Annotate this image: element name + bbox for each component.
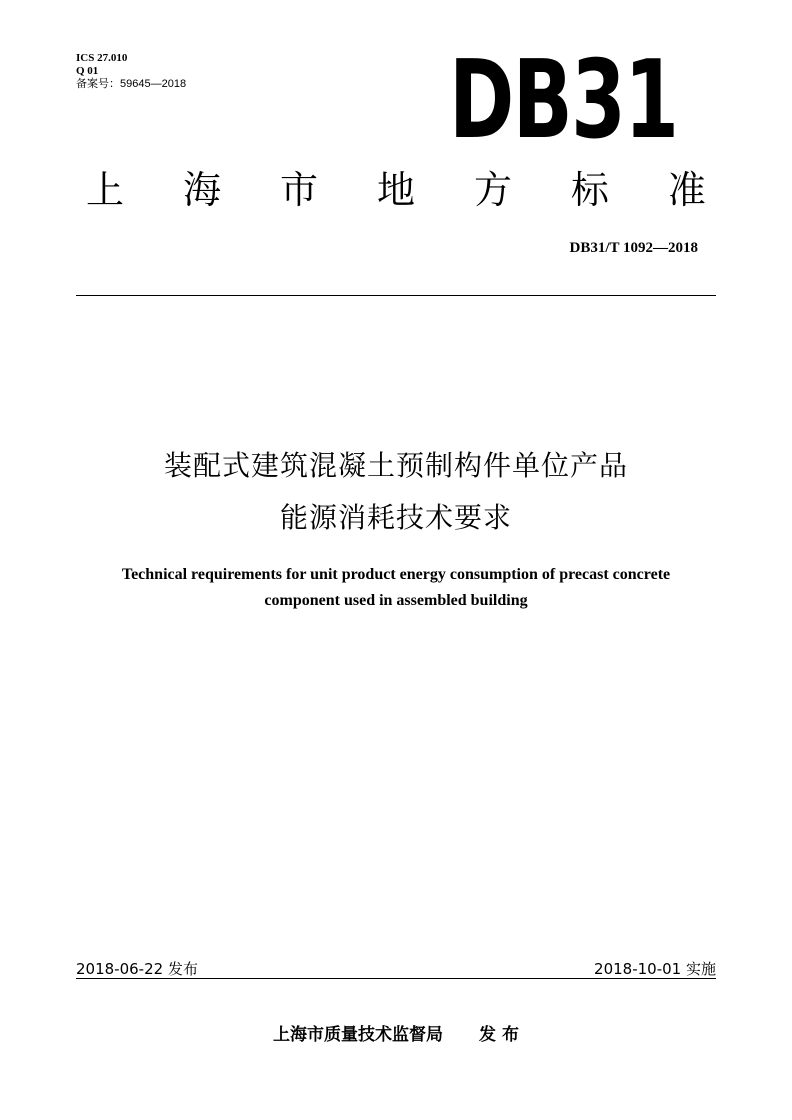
filing-number: 备案号：59645—2018 (76, 78, 187, 90)
logo-text: DB31 (448, 37, 678, 163)
ccs-code: Q 01 (76, 65, 99, 77)
standard-type-heading (86, 160, 706, 212)
db31-logo (448, 37, 678, 163)
issue-date: 2018-06-22 发布 (76, 960, 198, 978)
standard-type-char: 方 (473, 167, 512, 212)
standard-number: DB31/T 1092—2018 (569, 240, 698, 256)
issuing-authority (0, 1020, 792, 1045)
standard-type-char: 市 (279, 167, 318, 212)
chinese-title-line-2: 能源消耗技术要求 (279, 501, 512, 534)
english-title-line-2: component used in assembled building (264, 592, 528, 609)
issuer-name: 上海市质量技术监督局 (273, 1025, 444, 1045)
document-metadata (76, 52, 186, 91)
standard-type-char: 准 (667, 167, 706, 212)
chinese-title-line-1: 装配式建筑混凝土预制构件单位产品 (163, 449, 628, 482)
ics-code: ICS 27.010 (76, 52, 128, 64)
standard-type-char: 标 (570, 167, 609, 212)
standard-type-char: 上 (86, 167, 125, 212)
effective-date: 2018-10-01 实施 (594, 960, 716, 978)
standard-type-char: 地 (376, 167, 415, 212)
bottom-divider (76, 978, 716, 979)
standard-type-char: 海 (182, 167, 221, 212)
english-title-line-1: Technical requirements for unit product energy consumption of precast concrete (121, 566, 671, 583)
issuer-action: 发 布 (479, 1025, 519, 1045)
top-divider (76, 295, 716, 296)
